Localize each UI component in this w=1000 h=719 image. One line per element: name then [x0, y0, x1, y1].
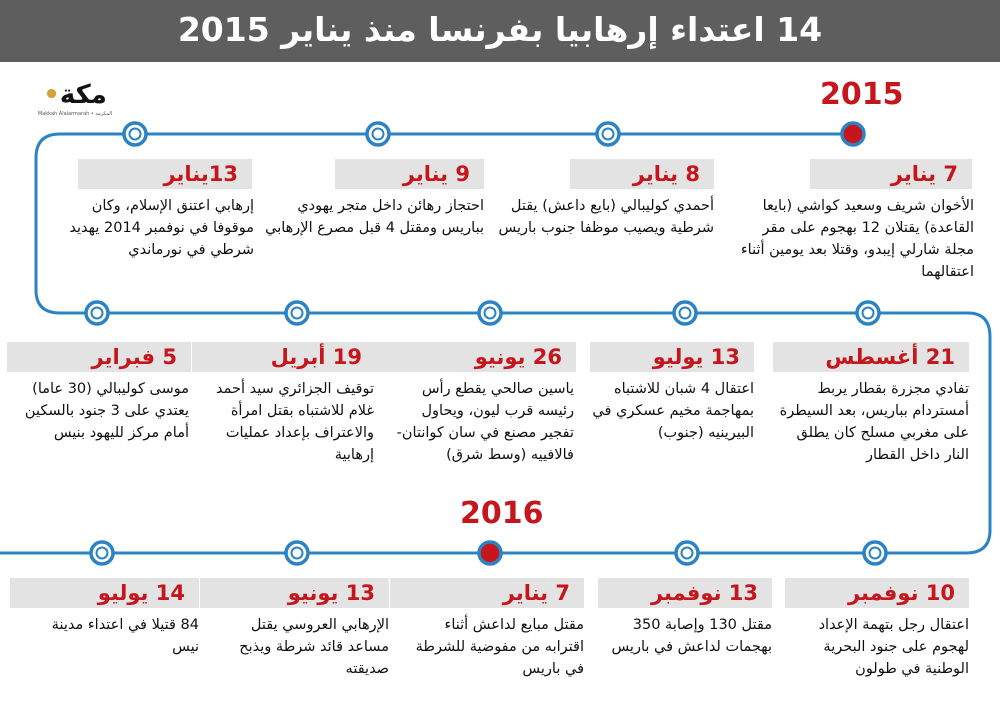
event-description: ياسين صالحي يقطع رأس رئيسه قرب ليون، ويحاول تفجير مصنع في سان كوانتان- فالافييه (وسط شرق) [396, 381, 574, 463]
timeline-node [286, 302, 308, 324]
timeline-node [124, 123, 146, 145]
event-description: موسى كوليبالي (30 عاما) يعتدي على 3 جنود بالسكين أمام مركز لليهود بنيس [24, 381, 189, 441]
event-date: 9 يناير [335, 159, 484, 189]
event-date: 7 يناير [390, 578, 584, 608]
timeline-node [91, 542, 113, 564]
timeline-node [367, 123, 389, 145]
event-card [45, 159, 260, 261]
event-description: الأخوان شريف وسعيد كواشي (بايعا القاعدة) يقتلان 12 بهجوم على مقر مجلة شارلي إيبدو، وقتلا بعد يومين أثناء اعتقالهما [740, 198, 974, 280]
event-description: 84 قتيلا في اعتداء مدينة نيس [51, 617, 199, 655]
event-card [385, 342, 580, 466]
event-date: 13 يونيو [200, 578, 389, 608]
year-label-2016: 2016 [460, 496, 544, 531]
event-date: 19 أبريل [192, 342, 376, 372]
event-description: مقتل 130 وإصابة 350 بهجمات لداعش في باريس [611, 617, 772, 655]
logo-mark: مكة• [43, 80, 107, 110]
event-date: 13 نوفمبر [598, 578, 772, 608]
event-card [490, 159, 720, 239]
event-description: أحمدي كوليبالي (بايع داعش) يقتل شرطية ويصيب موظفا جنوب باريس [498, 198, 714, 236]
timeline-node [86, 302, 108, 324]
event-card [260, 159, 490, 239]
event-date: 26 يونيو [372, 342, 576, 372]
timeline-node [479, 302, 501, 324]
event-description: الإرهابي العروسي يقتل مساعد قائد شرطة ويذبح صديقته [239, 617, 389, 677]
timeline-year-start-node [842, 123, 864, 145]
event-card [20, 342, 195, 444]
logo-subtitle: Makkah Alalarmarah • المكرمة [37, 111, 113, 117]
event-date: 8 يناير [570, 159, 714, 189]
event-date: 21 أغسطس [773, 342, 969, 372]
event-date: 7 يناير [810, 159, 972, 189]
timeline-node [864, 542, 886, 564]
timeline-node [676, 542, 698, 564]
event-card [580, 342, 760, 444]
event-date: 10 نوفمبر [785, 578, 969, 608]
event-card [400, 578, 590, 680]
event-card [210, 578, 395, 680]
timeline-node [674, 302, 696, 324]
timeline-node [857, 302, 879, 324]
event-description: احتجاز رهائن داخل متجر يهودي بباريس ومقتل 4 قبل مصرع الإرهابي [265, 198, 484, 236]
event-description: إرهابي اعتنق الإسلام، وكان موقوفا في نوفمبر 2014 يهديد شرطي في نورماندي [69, 198, 254, 258]
timeline-year-start-node [479, 542, 501, 564]
event-description: تفادي مجزرة بقطار يربط أمستردام بباريس، بعد السيطرة على مغربي مسلح كان يطلق النار داخل القطار [779, 381, 969, 463]
event-card [790, 578, 975, 680]
event-card [598, 578, 778, 658]
event-date: 13 يوليو [590, 342, 754, 372]
timeline-node [597, 123, 619, 145]
event-date: 13يناير [78, 159, 252, 189]
event-card [200, 342, 380, 466]
event-date: 5 فبراير [7, 342, 191, 372]
event-card [730, 159, 980, 283]
timeline-node [286, 542, 308, 564]
event-description: اعتقال 4 شبان للاشتباه بمهاجمة مخيم عسكري في البيرينيه (جنوب) [592, 381, 754, 441]
year-label-2015: 2015 [820, 77, 904, 112]
event-card [20, 578, 205, 658]
event-card [770, 342, 975, 466]
page-title: 14 اعتداء إرهابيا بفرنسا منذ يناير 2015 [177, 10, 823, 49]
logo-dot-icon: • [43, 80, 60, 110]
event-description: مقتل مبايع لداعش أثناء اقترابه من مفوضية للشرطة في باريس [415, 617, 584, 677]
event-description: توقيف الجزائري سيد أحمد غلام للاشتباه بقتل امرأة والاعتراف بإعداد عمليات إرهابية [215, 381, 374, 463]
event-date: 14 يوليو [10, 578, 199, 608]
event-description: اعتقال رجل بتهمة الإعداد لهجوم على جنود البحرية الوطنية في طولون [818, 617, 969, 677]
